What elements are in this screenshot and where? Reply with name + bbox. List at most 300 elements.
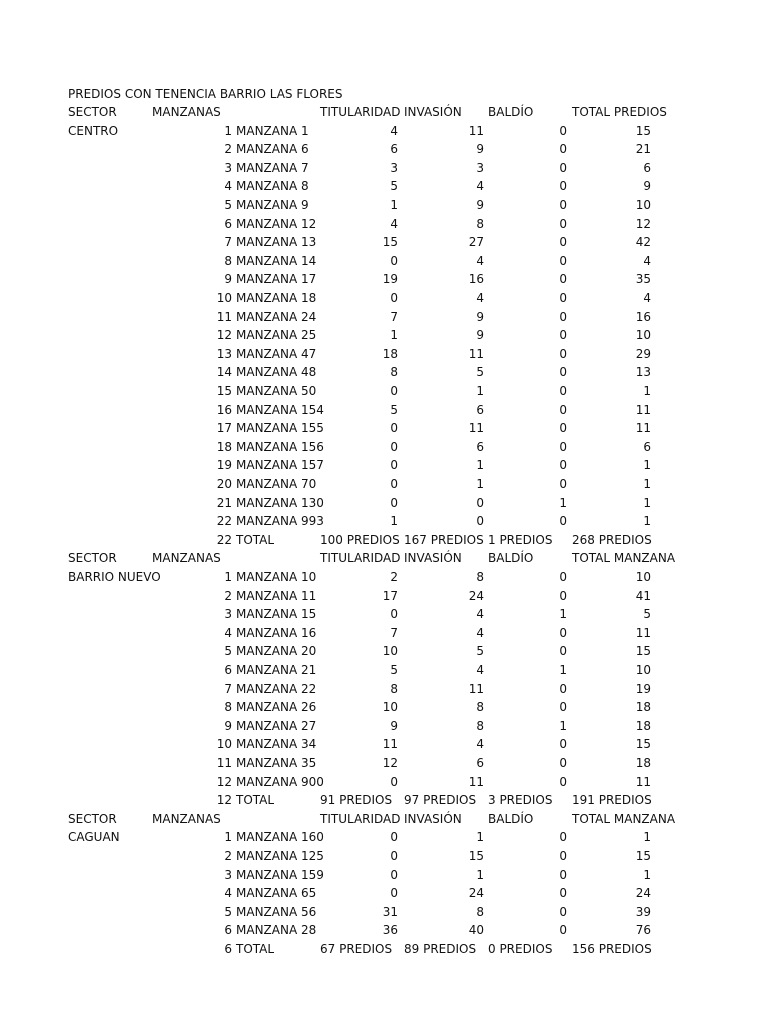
row-index[interactable]: 21	[216, 495, 232, 510]
titularidad-value[interactable]: 0	[390, 607, 398, 622]
table-row	[0, 215, 768, 234]
manzana-name[interactable]: MANZANA 14	[236, 253, 317, 268]
row-index[interactable]: 7	[224, 681, 232, 696]
total-value[interactable]: 41	[635, 588, 651, 603]
invasion-value[interactable]: 1	[476, 867, 484, 882]
manzana-name[interactable]: MANZANA 24	[236, 309, 317, 324]
header-baldio[interactable]: BALDÍO	[488, 551, 534, 566]
row-index[interactable]: 5	[224, 904, 232, 919]
manzana-name[interactable]: MANZANA 7	[236, 160, 309, 175]
header-total[interactable]: TOTAL MANZANA	[572, 811, 676, 826]
header-row	[0, 103, 768, 122]
titularidad-value[interactable]: 5	[390, 663, 398, 677]
row-index[interactable]: 17	[216, 421, 232, 436]
manzana-name[interactable]: MANZANA 28	[236, 923, 317, 938]
row-index[interactable]: 14	[216, 365, 232, 380]
row-index[interactable]: 2	[224, 849, 232, 863]
invasion-value[interactable]: 27	[468, 235, 484, 250]
row-index[interactable]: 9	[224, 272, 232, 287]
table-row	[0, 196, 768, 215]
baldio-value[interactable]: 0	[559, 588, 567, 603]
titularidad-value[interactable]: 8	[390, 365, 398, 380]
total-invasion[interactable]: 97 PREDIOS	[404, 793, 477, 808]
table-row	[0, 326, 768, 345]
total-titularidad[interactable]: 91 PREDIOS	[320, 793, 393, 808]
total-value[interactable]: 18	[635, 718, 651, 733]
total-predios[interactable]: 156 PREDIOS	[572, 942, 652, 956]
invasion-value[interactable]: 6	[476, 402, 484, 417]
manzana-name[interactable]: MANZANA 65	[236, 886, 317, 901]
total-value[interactable]: 21	[635, 142, 651, 157]
manzana-name[interactable]: MANZANA 157	[236, 458, 324, 473]
invasion-value[interactable]: 15	[468, 849, 484, 863]
sector-name[interactable]: BARRIO NUEVO	[68, 570, 161, 584]
total-value[interactable]: 5	[643, 607, 651, 622]
baldio-value[interactable]: 0	[559, 160, 567, 175]
invasion-value[interactable]: 4	[476, 291, 484, 305]
row-index[interactable]: 8	[224, 700, 232, 715]
total-value[interactable]: 10	[635, 570, 651, 584]
total-predios[interactable]: 268 PREDIOS	[572, 532, 652, 547]
titularidad-value[interactable]: 4	[390, 216, 398, 231]
invasion-value[interactable]: 4	[476, 663, 484, 677]
baldio-value[interactable]: 0	[559, 477, 567, 491]
titularidad-value[interactable]: 8	[390, 681, 398, 696]
table-row	[0, 512, 768, 531]
invasion-value[interactable]: 24	[468, 588, 484, 603]
row-index[interactable]: 19	[216, 458, 232, 473]
invasion-value[interactable]: 4	[476, 253, 484, 268]
baldio-value[interactable]: 0	[559, 123, 567, 138]
table-row	[0, 289, 768, 308]
baldio-value[interactable]: 0	[559, 849, 567, 863]
invasion-value[interactable]: 3	[476, 160, 484, 175]
row-index[interactable]: 20	[216, 477, 232, 491]
header-sector[interactable]: SECTOR	[68, 105, 117, 119]
row-index[interactable]: 4	[224, 179, 232, 194]
manzana-name[interactable]: MANZANA 125	[236, 849, 324, 863]
row-index[interactable]: 9	[224, 718, 232, 733]
baldio-value[interactable]: 0	[559, 830, 567, 845]
invasion-value[interactable]: 1	[476, 384, 484, 398]
total-invasion[interactable]: 89 PREDIOS	[404, 942, 477, 956]
total-label[interactable]: TOTAL	[236, 942, 275, 956]
manzana-name[interactable]: MANZANA 18	[236, 291, 317, 305]
total-value[interactable]: 1	[643, 514, 651, 529]
titularidad-value[interactable]: 10	[382, 644, 398, 659]
manzana-name[interactable]: MANZANA 130	[236, 495, 324, 510]
total-value[interactable]: 29	[635, 346, 651, 361]
invasion-value[interactable]: 9	[476, 198, 484, 212]
total-value[interactable]: 16	[635, 309, 651, 324]
invasion-value[interactable]: 9	[476, 142, 484, 157]
manzana-name[interactable]: MANZANA 20	[236, 644, 317, 659]
row-index[interactable]: 4	[224, 886, 232, 901]
invasion-value[interactable]: 11	[468, 346, 484, 361]
titularidad-value[interactable]: 31	[382, 904, 398, 919]
header-invasion[interactable]: INVASIÓN	[404, 551, 462, 566]
total-value[interactable]: 1	[643, 477, 651, 491]
baldio-value[interactable]: 0	[559, 886, 567, 901]
titularidad-value[interactable]: 0	[390, 495, 398, 510]
manzana-name[interactable]: MANZANA 56	[236, 904, 317, 919]
row-index[interactable]: 3	[224, 867, 232, 882]
manzana-name[interactable]: MANZANA 27	[236, 718, 317, 733]
baldio-value[interactable]: 0	[559, 570, 567, 584]
row-index[interactable]: 2	[224, 142, 232, 157]
total-value[interactable]: 76	[635, 923, 651, 938]
total-value[interactable]: 9	[643, 179, 651, 194]
baldio-value[interactable]: 0	[559, 421, 567, 436]
total-value[interactable]: 15	[635, 737, 651, 752]
total-value[interactable]: 35	[635, 272, 651, 287]
manzana-name[interactable]: MANZANA 16	[236, 625, 317, 640]
manzana-name[interactable]: MANZANA 26	[236, 700, 317, 715]
total-titularidad[interactable]: 67 PREDIOS	[320, 942, 393, 956]
titularidad-value[interactable]: 3	[390, 160, 398, 175]
total-count[interactable]: 12	[216, 793, 232, 808]
manzana-name[interactable]: MANZANA 50	[236, 384, 317, 398]
invasion-value[interactable]: 16	[468, 272, 484, 287]
row-index[interactable]: 5	[224, 198, 232, 212]
row-index[interactable]: 3	[224, 607, 232, 622]
row-index[interactable]: 6	[224, 923, 232, 938]
total-label[interactable]: TOTAL	[236, 793, 275, 808]
invasion-value[interactable]: 6	[476, 756, 484, 770]
total-value[interactable]: 4	[643, 291, 651, 305]
manzana-name[interactable]: MANZANA 13	[236, 235, 317, 250]
invasion-value[interactable]: 8	[476, 904, 484, 919]
manzana-name[interactable]: MANZANA 156	[236, 439, 324, 454]
row-index[interactable]: 15	[216, 384, 232, 398]
titularidad-value[interactable]: 0	[390, 384, 398, 398]
baldio-value[interactable]: 0	[559, 625, 567, 640]
invasion-value[interactable]: 0	[476, 514, 484, 529]
table-row	[0, 624, 768, 643]
manzana-name[interactable]: MANZANA 12	[236, 216, 317, 231]
row-index[interactable]: 10	[216, 737, 232, 752]
baldio-value[interactable]: 1	[559, 495, 567, 510]
total-titularidad[interactable]: 100 PREDIOS	[320, 532, 400, 547]
header-baldio[interactable]: BALDÍO	[488, 811, 534, 826]
row-index[interactable]: 3	[224, 160, 232, 175]
invasion-value[interactable]: 8	[476, 700, 484, 715]
total-value[interactable]: 13	[635, 365, 651, 380]
baldio-value[interactable]: 0	[559, 309, 567, 324]
total-value[interactable]: 15	[635, 123, 651, 138]
baldio-value[interactable]: 0	[559, 644, 567, 659]
baldio-value[interactable]: 0	[559, 681, 567, 696]
invasion-value[interactable]: 1	[476, 458, 484, 473]
row-index[interactable]: 12	[216, 328, 232, 343]
invasion-value[interactable]: 5	[476, 644, 484, 659]
row-index[interactable]: 5	[224, 644, 232, 659]
baldio-value[interactable]: 1	[559, 607, 567, 622]
header-total[interactable]: TOTAL PREDIOS	[572, 105, 667, 119]
titularidad-value[interactable]: 0	[390, 849, 398, 863]
total-baldio[interactable]: 1 PREDIOS	[488, 532, 553, 547]
baldio-value[interactable]: 0	[559, 756, 567, 770]
baldio-value[interactable]: 0	[559, 291, 567, 305]
baldio-value[interactable]: 0	[559, 867, 567, 882]
manzana-name[interactable]: MANZANA 15	[236, 607, 317, 622]
header-manzanas[interactable]: MANZANAS	[152, 811, 221, 826]
manzana-name[interactable]: MANZANA 11	[236, 588, 317, 603]
header-titularidad[interactable]: TITULARIDAD	[320, 105, 401, 119]
baldio-value[interactable]: 0	[559, 346, 567, 361]
invasion-value[interactable]: 8	[476, 718, 484, 733]
baldio-value[interactable]: 0	[559, 253, 567, 268]
header-sector[interactable]: SECTOR	[68, 811, 117, 826]
header-sector[interactable]: SECTOR	[68, 551, 117, 566]
invasion-value[interactable]: 40	[468, 923, 484, 938]
total-count[interactable]: 22	[216, 532, 232, 547]
invasion-value[interactable]: 4	[476, 737, 484, 752]
manzana-name[interactable]: MANZANA 9	[236, 198, 309, 212]
titularidad-value[interactable]: 7	[390, 309, 398, 324]
total-baldio[interactable]: 3 PREDIOS	[488, 793, 553, 808]
row-index[interactable]: 8	[224, 253, 232, 268]
titularidad-value[interactable]: 4	[390, 123, 398, 138]
row-index[interactable]: 16	[216, 402, 232, 417]
row-index[interactable]: 1	[224, 123, 232, 138]
titularidad-value[interactable]: 9	[390, 718, 398, 733]
manzana-name[interactable]: MANZANA 900	[236, 774, 324, 789]
manzana-name[interactable]: MANZANA 160	[236, 830, 324, 845]
baldio-value[interactable]: 0	[559, 235, 567, 250]
titularidad-value[interactable]: 0	[390, 421, 398, 436]
manzana-name[interactable]: MANZANA 1	[236, 123, 309, 138]
manzana-name[interactable]: MANZANA 70	[236, 477, 317, 491]
total-baldio[interactable]: 0 PREDIOS	[488, 942, 553, 956]
baldio-value[interactable]: 0	[559, 700, 567, 715]
total-value[interactable]: 15	[635, 644, 651, 659]
table-row	[0, 698, 768, 717]
manzana-name[interactable]: MANZANA 10	[236, 570, 317, 584]
total-predios[interactable]: 191 PREDIOS	[572, 793, 652, 808]
row-index[interactable]: 12	[216, 774, 232, 789]
header-row	[0, 549, 768, 568]
manzana-name[interactable]: MANZANA 47	[236, 346, 317, 361]
header-invasion[interactable]: INVASIÓN	[404, 811, 462, 826]
row-index[interactable]: 1	[224, 570, 232, 584]
invasion-value[interactable]: 8	[476, 570, 484, 584]
titularidad-value[interactable]: 12	[382, 756, 398, 770]
invasion-value[interactable]: 9	[476, 328, 484, 343]
total-count[interactable]: 6	[224, 942, 232, 956]
header-baldio[interactable]: BALDÍO	[488, 105, 534, 119]
table-row	[0, 456, 768, 475]
manzana-name[interactable]: MANZANA 8	[236, 179, 309, 194]
baldio-value[interactable]: 0	[559, 737, 567, 752]
table-row	[0, 308, 768, 327]
table-row	[0, 419, 768, 438]
table-row	[0, 494, 768, 513]
header-titularidad[interactable]: TITULARIDAD	[320, 551, 401, 566]
invasion-value[interactable]: 1	[476, 830, 484, 845]
baldio-value[interactable]: 1	[559, 663, 567, 677]
row-index[interactable]: 4	[224, 625, 232, 640]
manzana-name[interactable]: MANZANA 17	[236, 272, 317, 287]
manzana-name[interactable]: MANZANA 48	[236, 365, 317, 380]
total-value[interactable]: 10	[635, 663, 651, 677]
titularidad-value[interactable]: 0	[390, 253, 398, 268]
invasion-value[interactable]: 24	[468, 886, 484, 901]
baldio-value[interactable]: 0	[559, 272, 567, 287]
titularidad-value[interactable]: 1	[390, 198, 398, 212]
baldio-value[interactable]: 0	[559, 328, 567, 343]
table-row	[0, 345, 768, 364]
manzana-name[interactable]: MANZANA 21	[236, 663, 317, 677]
total-value[interactable]: 1	[643, 495, 651, 510]
baldio-value[interactable]: 0	[559, 904, 567, 919]
baldio-value[interactable]: 0	[559, 439, 567, 454]
invasion-value[interactable]: 1	[476, 477, 484, 491]
total-value[interactable]: 24	[635, 886, 651, 901]
invasion-value[interactable]: 0	[476, 495, 484, 510]
row-index[interactable]: 11	[216, 756, 232, 770]
manzana-name[interactable]: MANZANA 25	[236, 328, 317, 343]
invasion-value[interactable]: 4	[476, 179, 484, 194]
row-index[interactable]: 2	[224, 588, 232, 603]
sector-name[interactable]: CENTRO	[68, 123, 119, 138]
manzana-name[interactable]: MANZANA 159	[236, 867, 324, 882]
total-value[interactable]: 42	[635, 235, 651, 250]
table-row	[0, 773, 768, 792]
row-index[interactable]: 18	[216, 439, 232, 454]
total-value[interactable]: 15	[635, 849, 651, 863]
titularidad-value[interactable]: 2	[390, 570, 398, 584]
baldio-value[interactable]: 0	[559, 402, 567, 417]
titularidad-value[interactable]: 36	[382, 923, 398, 938]
total-value[interactable]: 18	[635, 700, 651, 715]
titularidad-value[interactable]: 18	[382, 346, 398, 361]
titularidad-value[interactable]: 1	[390, 514, 398, 529]
baldio-value[interactable]: 1	[559, 718, 567, 733]
table-row	[0, 754, 768, 773]
invasion-value[interactable]: 9	[476, 309, 484, 324]
row-index[interactable]: 6	[224, 663, 232, 677]
invasion-value[interactable]: 6	[476, 439, 484, 454]
total-value[interactable]: 1	[643, 384, 651, 398]
total-value[interactable]: 6	[643, 439, 651, 454]
total-value[interactable]: 1	[643, 458, 651, 473]
header-total[interactable]: TOTAL MANZANA	[572, 551, 676, 566]
table-row	[0, 475, 768, 494]
row-index[interactable]: 10	[216, 291, 232, 305]
titularidad-value[interactable]: 0	[390, 458, 398, 473]
total-value[interactable]: 1	[643, 830, 651, 845]
baldio-value[interactable]: 0	[559, 774, 567, 789]
titularidad-value[interactable]: 15	[382, 235, 398, 250]
baldio-value[interactable]: 0	[559, 365, 567, 380]
titularidad-value[interactable]: 0	[390, 886, 398, 901]
titularidad-value[interactable]: 0	[390, 291, 398, 305]
header-titularidad[interactable]: TITULARIDAD	[320, 811, 401, 826]
table-row	[0, 270, 768, 289]
total-value[interactable]: 1	[643, 867, 651, 882]
baldio-value[interactable]: 0	[559, 384, 567, 398]
header-invasion[interactable]: INVASIÓN	[404, 105, 462, 119]
titularidad-value[interactable]: 0	[390, 830, 398, 845]
header-manzanas[interactable]: MANZANAS	[152, 105, 221, 119]
manzana-name[interactable]: MANZANA 22	[236, 681, 317, 696]
manzana-name[interactable]: MANZANA 154	[236, 402, 324, 417]
total-value[interactable]: 4	[643, 253, 651, 268]
total-value[interactable]: 18	[635, 756, 651, 770]
titularidad-value[interactable]: 7	[390, 625, 398, 640]
baldio-value[interactable]: 0	[559, 216, 567, 231]
total-label[interactable]: TOTAL	[236, 532, 275, 547]
titularidad-value[interactable]: 10	[382, 700, 398, 715]
total-value[interactable]: 19	[635, 681, 651, 696]
total-value[interactable]: 6	[643, 160, 651, 175]
table-row	[0, 717, 768, 736]
total-value[interactable]: 11	[635, 774, 651, 789]
titularidad-value[interactable]: 17	[382, 588, 398, 603]
invasion-value[interactable]: 4	[476, 607, 484, 622]
total-value[interactable]: 12	[635, 216, 651, 231]
invasion-value[interactable]: 11	[468, 421, 484, 436]
invasion-value[interactable]: 8	[476, 216, 484, 231]
titularidad-value[interactable]: 19	[382, 272, 398, 287]
titularidad-value[interactable]: 5	[390, 402, 398, 417]
manzana-name[interactable]: MANZANA 6	[236, 142, 309, 157]
table-row	[0, 159, 768, 178]
titularidad-value[interactable]: 0	[390, 867, 398, 882]
baldio-value[interactable]: 0	[559, 923, 567, 938]
baldio-value[interactable]: 0	[559, 179, 567, 194]
manzana-name[interactable]: MANZANA 155	[236, 421, 324, 436]
total-invasion[interactable]: 167 PREDIOS	[404, 532, 484, 547]
titularidad-value[interactable]: 0	[390, 774, 398, 789]
row-index[interactable]: 1	[224, 830, 232, 845]
baldio-value[interactable]: 0	[559, 514, 567, 529]
titularidad-value[interactable]: 6	[390, 142, 398, 157]
invasion-value[interactable]: 11	[468, 774, 484, 789]
invasion-value[interactable]: 11	[468, 123, 484, 138]
baldio-value[interactable]: 0	[559, 142, 567, 157]
row-index[interactable]: 22	[216, 514, 232, 529]
table-row	[0, 122, 768, 141]
titularidad-value[interactable]: 11	[382, 737, 398, 752]
sector-name[interactable]: CAGUAN	[68, 830, 120, 845]
total-value[interactable]: 11	[635, 625, 651, 640]
total-value[interactable]: 11	[635, 421, 651, 436]
manzana-name[interactable]: MANZANA 34	[236, 737, 317, 752]
titularidad-value[interactable]: 0	[390, 439, 398, 454]
header-manzanas[interactable]: MANZANAS	[152, 551, 221, 566]
total-value[interactable]: 39	[635, 904, 651, 919]
titularidad-value[interactable]: 0	[390, 477, 398, 491]
row-index[interactable]: 13	[216, 346, 232, 361]
baldio-value[interactable]: 0	[559, 458, 567, 473]
total-value[interactable]: 10	[635, 198, 651, 212]
row-index[interactable]: 11	[216, 309, 232, 324]
titularidad-value[interactable]: 5	[390, 179, 398, 194]
row-index[interactable]: 6	[224, 216, 232, 231]
baldio-value[interactable]: 0	[559, 198, 567, 212]
manzana-name[interactable]: MANZANA 35	[236, 756, 317, 770]
row-index[interactable]: 7	[224, 235, 232, 250]
total-value[interactable]: 11	[635, 402, 651, 417]
total-value[interactable]: 10	[635, 328, 651, 343]
invasion-value[interactable]: 4	[476, 625, 484, 640]
invasion-value[interactable]: 11	[468, 681, 484, 696]
invasion-value[interactable]: 5	[476, 365, 484, 380]
manzana-name[interactable]: MANZANA 993	[236, 514, 324, 529]
titularidad-value[interactable]: 1	[390, 328, 398, 343]
